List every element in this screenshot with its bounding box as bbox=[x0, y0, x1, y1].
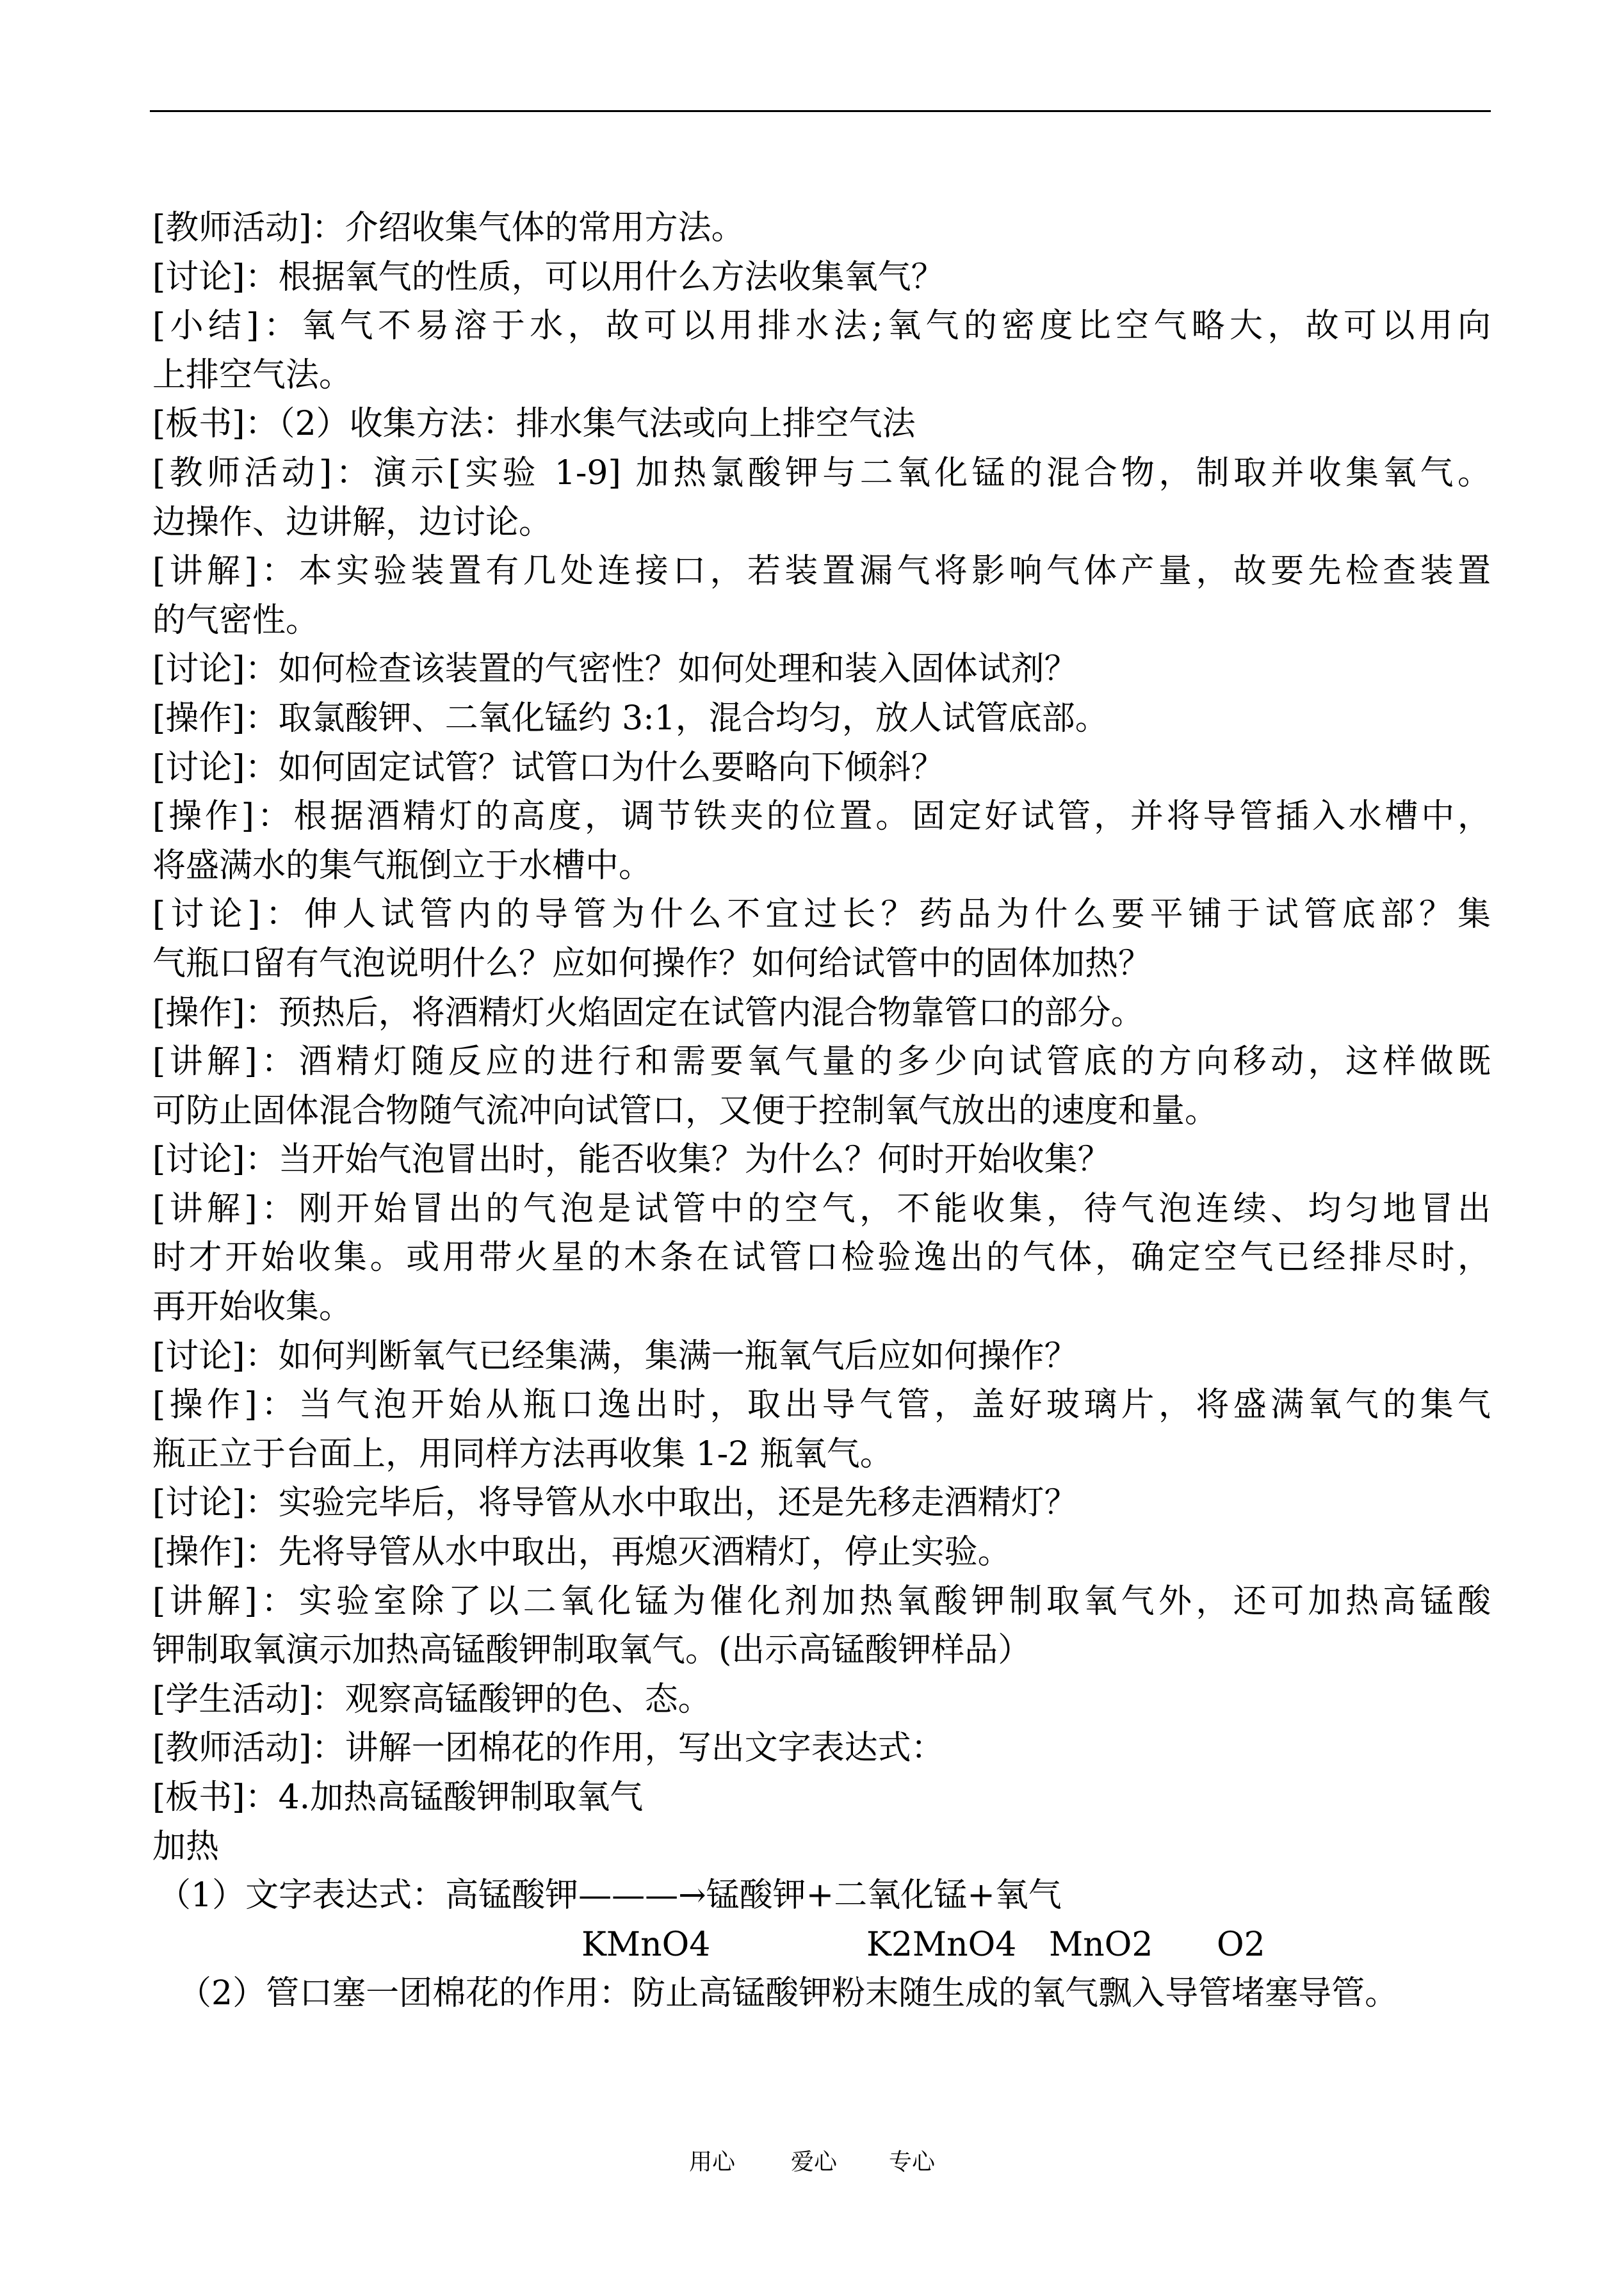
lesson-body bbox=[152, 204, 1491, 2018]
formula-mno2: MnO2 bbox=[1049, 1925, 1153, 1964]
text-line: [讲解]：酒精灯随反应的进行和需要氧气量的多少向试管底的方向移动，这样做既 bbox=[152, 1042, 1491, 1082]
text-line: [讨论]：根据氧气的性质，可以用什么方法收集氧气？ bbox=[152, 257, 945, 296]
formula-row bbox=[152, 1920, 1491, 1970]
footer-text: 爱心 bbox=[791, 2149, 838, 2175]
text-line: [操作]：先将导管从水中取出，再熄灭酒精灯，停止实验。 bbox=[152, 1533, 1011, 1572]
text-line: [讲解]：实验室除了以二氧化锰为催化剂加热氧酸钾制取氧气外，还可加热高锰酸 bbox=[152, 1582, 1491, 1621]
page-footer bbox=[0, 2144, 1624, 2175]
footer-text: 专心 bbox=[889, 2149, 936, 2175]
text-line: 再开始收集。 bbox=[152, 1288, 353, 1327]
footer-text: 用心 bbox=[689, 2149, 736, 2175]
text-line: [操作]：取氯酸钾、二氧化锰约 3:1，混合均匀，放人试管底部。 bbox=[152, 699, 1108, 738]
text-line: 将盛满水的集气瓶倒立于水槽中。 bbox=[152, 846, 653, 885]
text-line: [讨论]：如何检查该装置的气密性？如何处理和装入固体试剂？ bbox=[152, 650, 1078, 689]
text-line: 气瓶口留有气泡说明什么？应如何操作？如何给试管中的固体加热？ bbox=[152, 944, 1152, 983]
text-line: 可防止固体混合物随气流冲向试管口，又便于控制氧气放出的速度和量。 bbox=[152, 1091, 1219, 1130]
text-line: [讨论]：如何固定试管？试管口为什么要略向下倾斜？ bbox=[152, 748, 945, 787]
formula-kmno4: KMnO4 bbox=[581, 1925, 711, 1964]
text-line: [小结]：氧气不易溶于水，故可以用排水法;氧气的密度比空气略大，故可以用向 bbox=[152, 307, 1491, 346]
text-line: [教师活动]：演示[实验 1-9] 加热氯酸钾与二氧化锰的混合物，制取并收集氧气。 bbox=[152, 453, 1491, 492]
text-line: [操作]：根据酒精灯的高度，调节铁夹的位置。固定好试管，并将导管插入水槽中， bbox=[152, 797, 1491, 836]
text-line: 钾制取氧演示加热高锰酸钾制取氧气。(出示高锰酸钾样品） bbox=[152, 1631, 1032, 1670]
text-line: 上排空气法。 bbox=[152, 355, 353, 394]
header-rule bbox=[150, 110, 1491, 112]
text-line: 时才开始收集。或用带火星的木条在试管口检验逸出的气体，确定空气已经排尽时， bbox=[152, 1238, 1491, 1277]
text-line: [讨论]：伸人试管内的导管为什么不宜过长？药品为什么要平铺于试管底部？集 bbox=[152, 895, 1491, 934]
text-line: （2）管口塞一团棉花的作用：防止高锰酸钾粉末随生成的氧气飘入导管堵塞导管。 bbox=[178, 1974, 1399, 2013]
text-line: [学生活动]：观察高锰酸钾的色、态。 bbox=[152, 1680, 711, 1719]
text-line: [教师活动]：介绍收集气体的常用方法。 bbox=[152, 209, 745, 247]
text-line: [讲解]：刚开始冒出的气泡是试管中的空气，不能收集，待气泡连续、均匀地冒出 bbox=[152, 1189, 1491, 1228]
text-line: [板书]：4.加热高锰酸钾制取氧气 bbox=[152, 1778, 644, 1817]
text-line: [讨论]：如何判断氧气已经集满，集满一瓶氧气后应如何操作？ bbox=[152, 1336, 1078, 1375]
text-line: 的气密性。 bbox=[152, 601, 320, 640]
text-line: [操作]：预热后，将酒精灯火焰固定在试管内混合物靠管口的部分。 bbox=[152, 993, 1144, 1032]
text-line: [操作]：当气泡开始从瓶口逸出时，取出导气管，盖好玻璃片，将盛满氧气的集气 bbox=[152, 1386, 1491, 1425]
text-line: 加热 bbox=[152, 1827, 220, 1866]
text-line: 边操作、边讲解，边讨论。 bbox=[152, 503, 553, 542]
text-line: 瓶正立于台面上，用同样方法再收集 1-2 瓶氧气。 bbox=[152, 1434, 893, 1473]
equation-line: （1）文字表达式：高锰酸钾———→锰酸钾+二氧化锰+氧气 bbox=[158, 1876, 1062, 1915]
text-line: [讲解]：本实验装置有几处连接口，若装置漏气将影响气体产量，故要先检查装置 bbox=[152, 552, 1491, 591]
text-line: [板书]：（2）收集方法：排水集气法或向上排空气法 bbox=[152, 405, 916, 444]
text-line: [讨论]：实验完毕后，将导管从水中取出，还是先移走酒精灯？ bbox=[152, 1484, 1078, 1523]
text-line: [讨论]：当开始气泡冒出时，能否收集？为什么？何时开始收集？ bbox=[152, 1140, 1111, 1180]
formula-k2mno4: K2MnO4 bbox=[866, 1925, 1017, 1964]
formula-o2: O2 bbox=[1217, 1925, 1265, 1964]
text-line: [教师活动]：讲解一团棉花的作用，写出文字表达式： bbox=[152, 1729, 945, 1768]
